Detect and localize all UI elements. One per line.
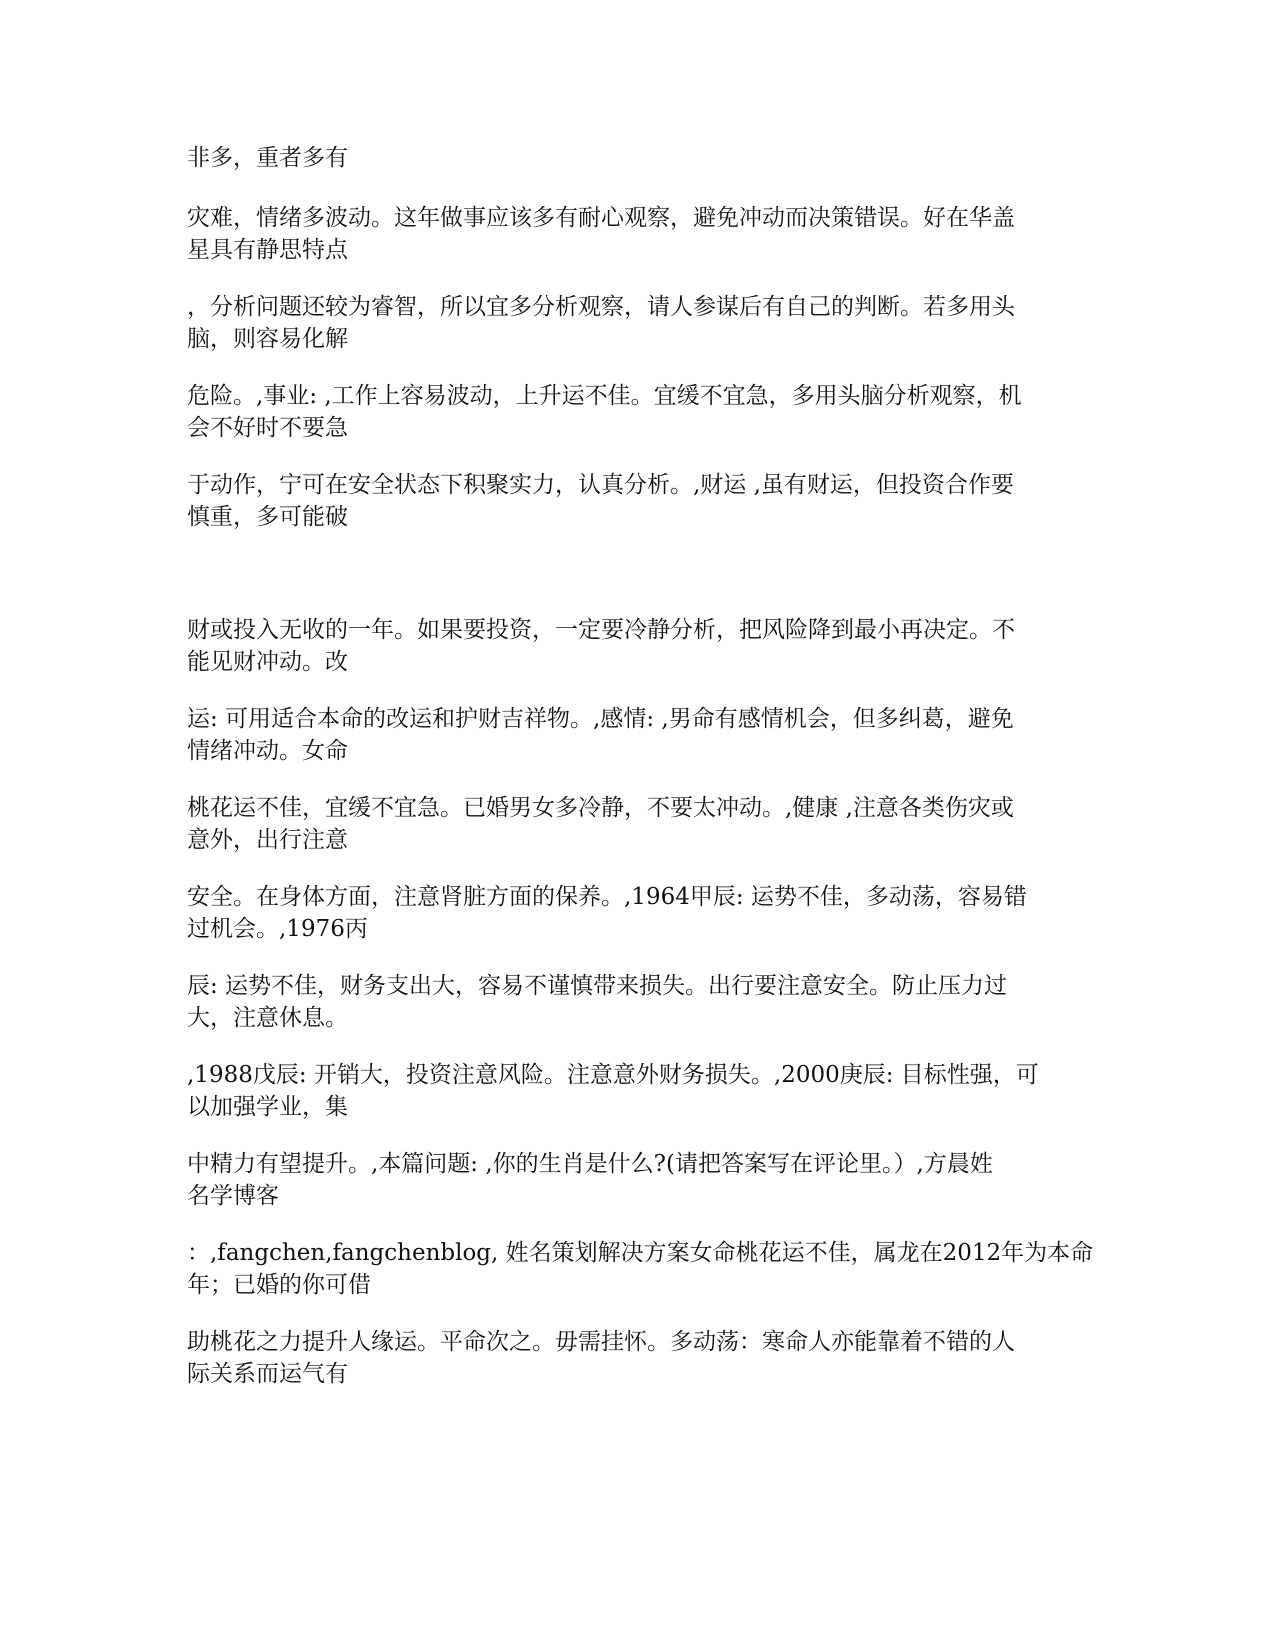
text-line: 慎重，多可能破 — [187, 504, 348, 530]
text-line: 危险。,事业: ,工作上容易波动，上升运不佳。宜缓不宜急，多用头脑分析观察，机 — [187, 383, 1022, 409]
text-line: 星具有静思特点 — [187, 237, 348, 263]
text-line: 能见财冲动。改 — [187, 649, 348, 675]
paragraph-6 — [187, 614, 1087, 678]
text-line: 脑，则容易化解 — [187, 326, 348, 352]
text-line: 桃花运不佳，宜缓不宜急。已婚男女多冷静，不要太冲动。,健康 ,注意各类伤灾或 — [187, 795, 1014, 821]
text-line: 会不好时不要急 — [187, 415, 348, 441]
text-line: 以加强学业，集 — [187, 1094, 348, 1120]
paragraph-10 — [187, 970, 1087, 1034]
text-line: 助桃花之力提升人缘运。平命次之。毋需挂怀。多动荡：寒命人亦能靠着不错的人 — [187, 1329, 1015, 1355]
text-line: ，分析问题还较为睿智，所以宜多分析观察，请人参谋后有自己的判断。若多用头 — [187, 294, 1015, 320]
text-line: 情绪冲动。女命 — [187, 738, 348, 764]
text-line: 安全。在身体方面，注意肾脏方面的保养。,1964甲辰: 运势不佳，多动荡，容易错 — [187, 884, 1027, 910]
paragraph-3 — [187, 291, 1087, 355]
paragraph-9 — [187, 881, 1087, 945]
text-line: 过机会。,1976丙 — [187, 916, 368, 942]
paragraph-7 — [187, 703, 1087, 767]
paragraph-8 — [187, 792, 1087, 856]
text-line: 意外，出行注意 — [187, 827, 348, 853]
paragraph-13 — [187, 1237, 1094, 1301]
text-line: ,1988戊辰: 开销大，投资注意风险。注意意外财务损失。,2000庚辰: 目标性强，可 — [187, 1062, 1039, 1088]
paragraph-4 — [187, 380, 1087, 444]
paragraph-5 — [187, 469, 1087, 533]
text-line: 大，注意休息。 — [187, 1005, 348, 1031]
text-line: 名学博客 — [187, 1183, 279, 1209]
text-line: 辰: 运势不佳，财务支出大，容易不谨慎带来损失。出行要注意安全。防止压力过 — [187, 973, 1008, 999]
paragraph-11 — [187, 1059, 1087, 1123]
text-line: 年；已婚的你可借 — [187, 1272, 371, 1298]
text-line: 财或投入无收的一年。如果要投资，一定要冷静分析，把风险降到最小再决定。不 — [187, 617, 1015, 643]
text-line: ：,fangchen,fangchenblog, 姓名策划解决方案女命桃花运不佳，属龙在2012年为本命 — [187, 1240, 1094, 1266]
paragraph-14 — [187, 1326, 1087, 1390]
paragraph-1 — [187, 142, 1087, 174]
paragraph-12 — [187, 1148, 1087, 1212]
text-line: 于动作，宁可在安全状态下积聚实力，认真分析。,财运 ,虽有财运，但投资合作要 — [187, 472, 1014, 498]
text-line: 非多，重者多有 — [187, 145, 348, 171]
text-line: 运: 可用适合本命的改运和护财吉祥物。,感情: ,男命有感情机会，但多纠葛，避免 — [187, 706, 1014, 732]
text-line: 灾难，情绪多波动。这年做事应该多有耐心观察，避免冲动而决策错误。好在华盖 — [187, 205, 1015, 231]
paragraph-2 — [187, 202, 1087, 266]
text-line: 际关系而运气有 — [187, 1361, 348, 1387]
text-line: 中精力有望提升。,本篇问题: ,你的生肖是什么?(请把答案写在评论里。）,方晨姓 — [187, 1151, 993, 1177]
